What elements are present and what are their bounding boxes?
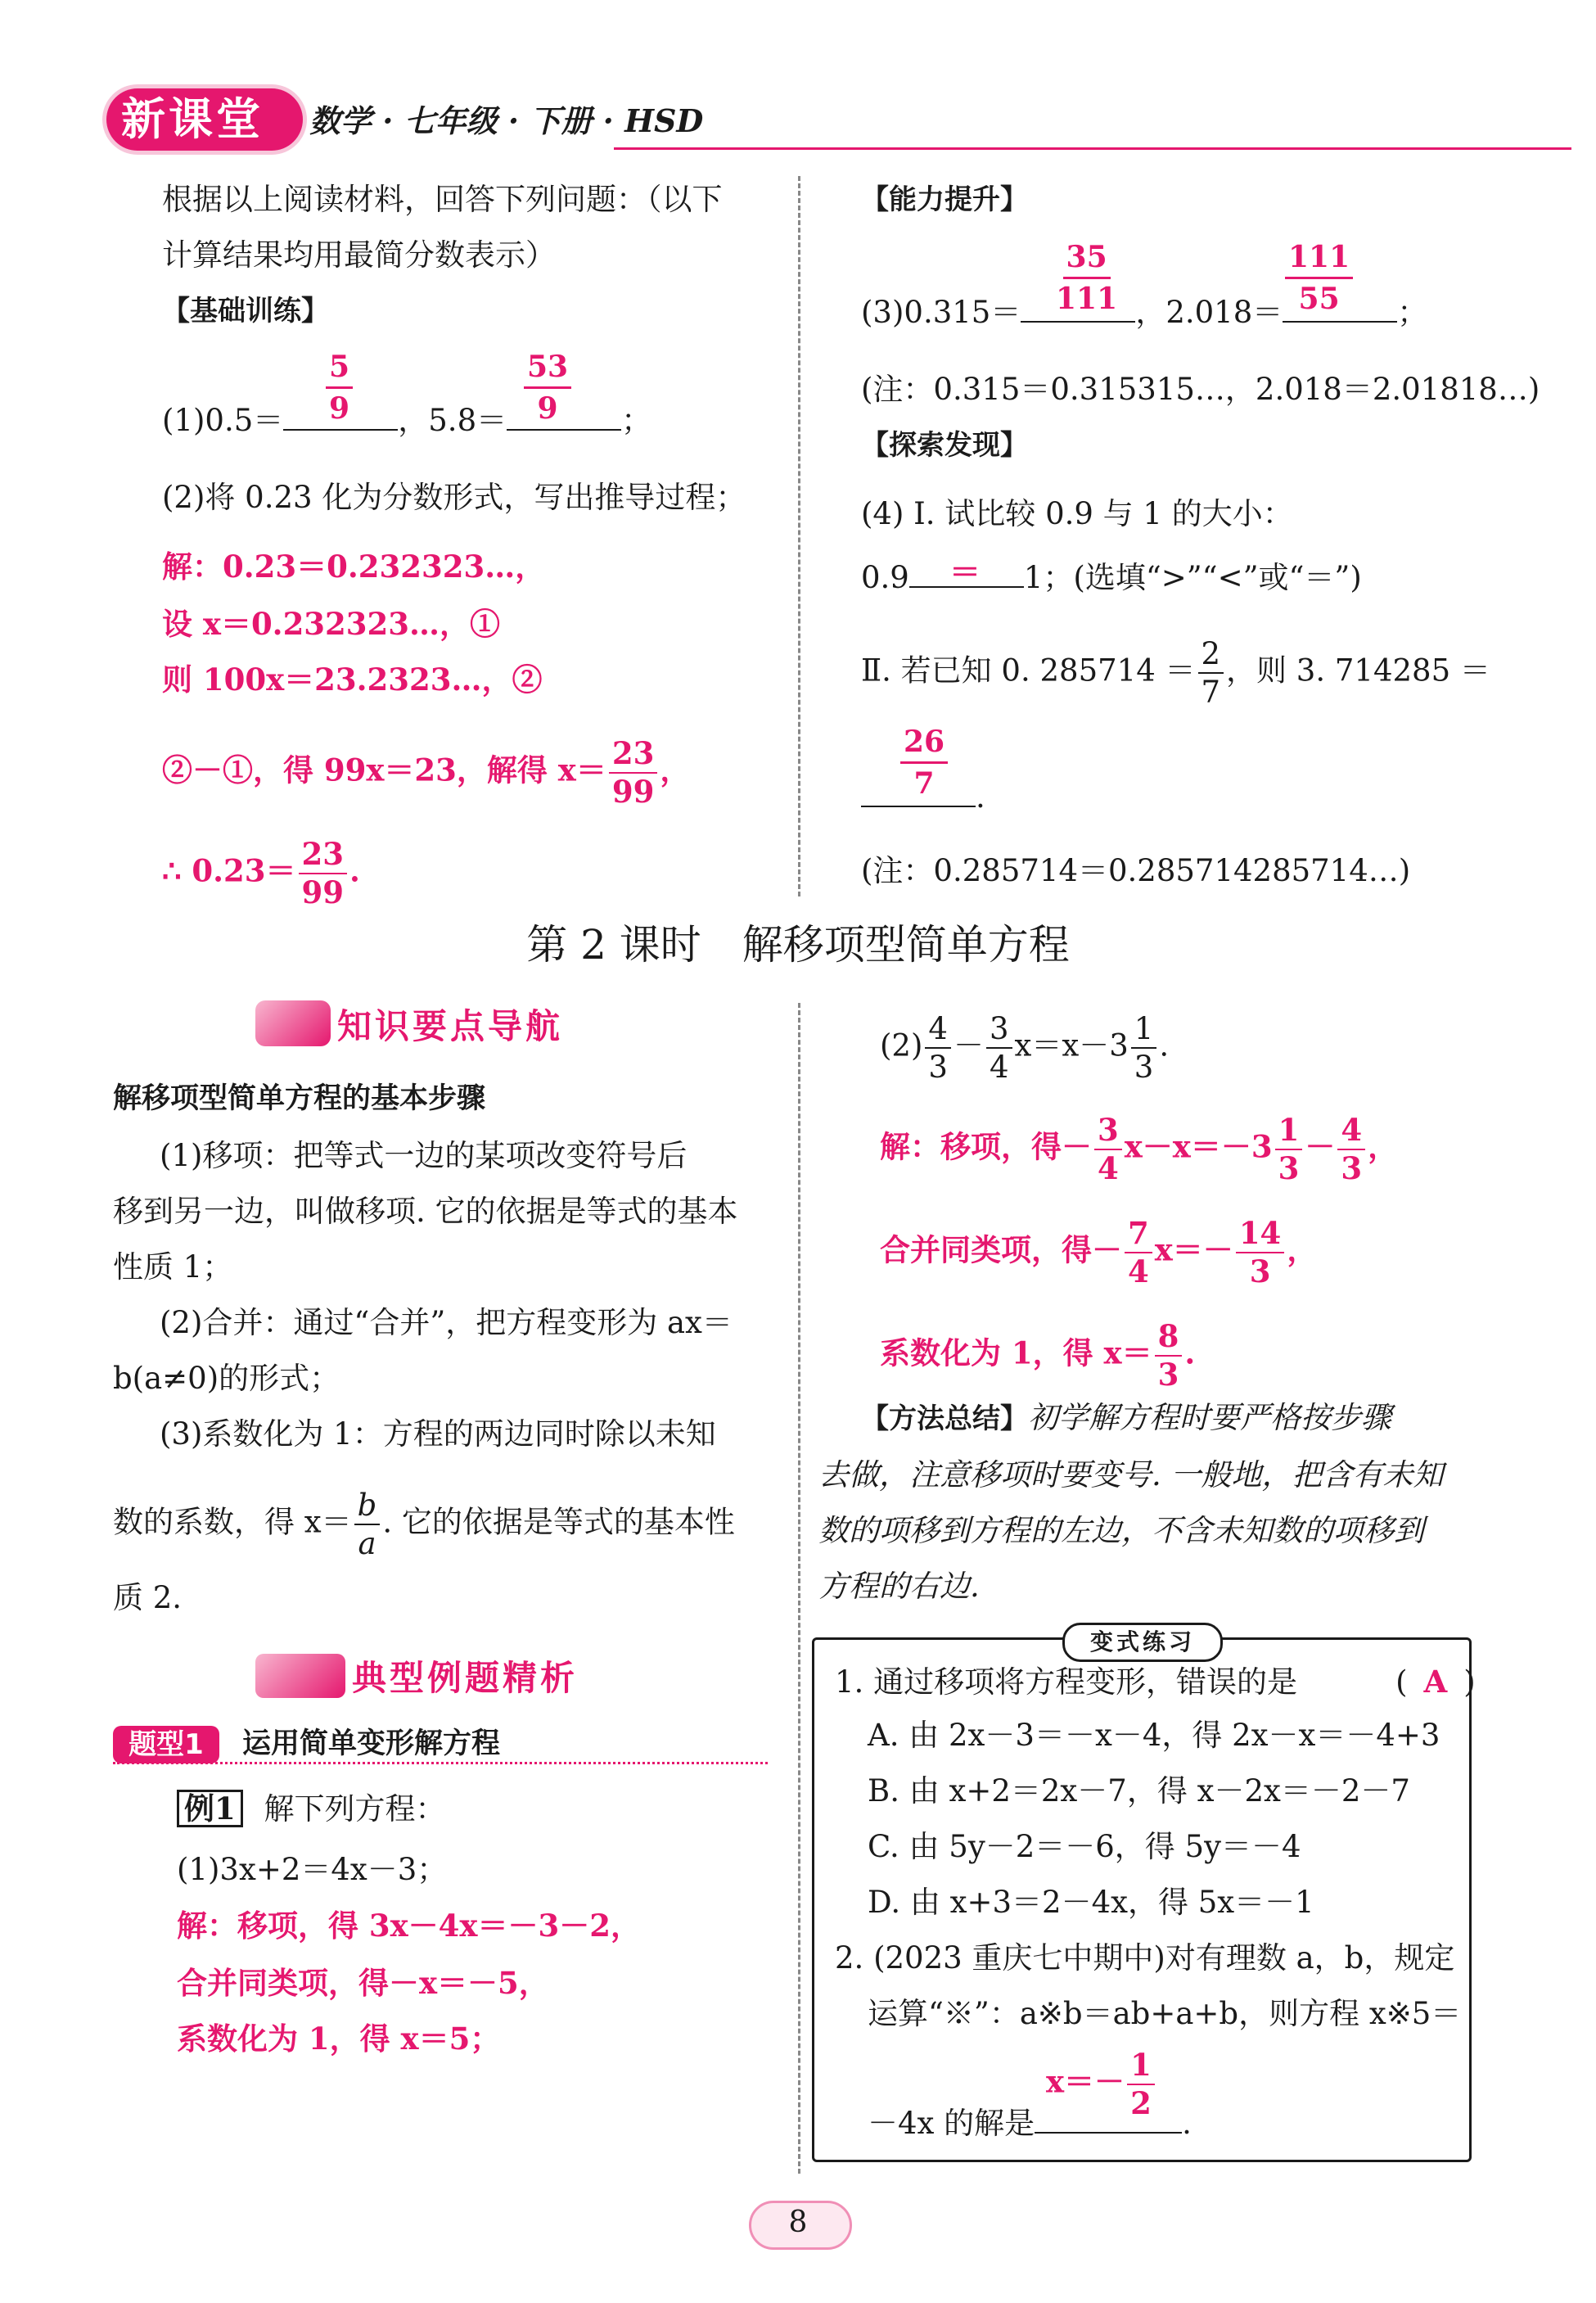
solution-line-1: 解：0.23＝0.232323…， [162,549,546,585]
answer-3b: 111 55 [1285,242,1353,314]
example-2-solution-3: 系数化为 1，得 x＝ $\frac{8}{3}$ . [880,1318,1196,1393]
type-title-rule [113,1762,768,1764]
solution-line-3: 则 100x＝23.2323…，② [162,662,543,698]
explore-heading: 【探索发现】 [861,429,1028,462]
question-1: (1)0.5＝ ，5.8＝ ； [162,403,652,438]
practice-1-option-d: D. 由 x+3＝2－4x，得 5x＝－1 [868,1885,1314,1920]
header-logo: 新课堂 [121,93,264,145]
example-1-equation: (1)3x+2＝4x－3； [177,1852,448,1887]
examples-icon [255,1654,345,1698]
step-1-line-1: (1)移项：把等式一边的某项改变符号后 [160,1138,688,1173]
basic-training-heading: 【基础训练】 [162,295,329,327]
column-divider-bottom [798,1003,800,2174]
question-4-ii: Ⅱ. 若已知 0. 285714 ＝ $\frac{2}{7}$ ，则 3. 714285 ＝ [861,636,1490,710]
example-1-solution-2: 合并同类项，得－x＝－5， [177,1965,549,2001]
steps-title: 解移项型简单方程的基本步骤 [113,1082,486,1115]
method-summary-3: 数的项移到方程的左边，不含未知数的项移到 [818,1513,1424,1548]
question-4: (4) Ⅰ. 试比较 0.9 与 1 的大小： [861,496,1293,531]
answer-4ii: 26 7 [900,727,948,798]
question-3: (3)0.315＝ ，2.018＝ ； [861,295,1428,330]
header-subtitle: 数学 · 七年级 · 下册 · HSD [309,102,704,139]
example-2-solution-1: 解：移项，得－ $\frac{3}{4}$ x－x＝－3 $\frac{1}{3}$ － $\frac{4}{3}$ ， [880,1112,1399,1186]
practice-1-option-c: C. 由 5y－2＝－6，得 5y＝－4 [868,1829,1301,1864]
practice-1-option-a: A. 由 2x－3＝－x－4，得 2x－x＝－4+3 [868,1718,1440,1753]
method-summary-1: 【方法总结】初学解方程时要严格按步骤 [861,1400,1391,1435]
practice-1: 1. 通过移项将方程变形，错误的是 ( A ) [835,1664,1476,1700]
note-1: (注：0.315＝0.315315…，2.018＝2.01818…) [861,372,1540,407]
practice-2-line-3: －4x 的解是 . [868,2106,1192,2141]
practice-2-line-1: 2. (2023 重庆七中期中)对有理数 a，b，规定 [835,1940,1455,1976]
practice-2-answer: x＝－ $\frac{1}{2}$ [1046,2050,1157,2119]
example-2-equation: (2) $\frac{4}{3}$ － $\frac{3}{4}$ x＝x－3 $\frac{1}{3}$ . [880,1011,1170,1085]
step-3-line-3: 质 2. [113,1580,183,1615]
practice-1-answer: A [1423,1664,1448,1700]
answer-4: ＝ [949,553,981,590]
method-summary-4: 方程的右边. [818,1569,980,1604]
solution-line-5: ∴ 0.23＝ $\frac{23}{99}$ . [162,836,360,910]
solution-line-4: ②－①，得 99x＝23，解得 x＝ $\frac{23}{99}$ ， [162,735,691,810]
page-number: 8 [788,2206,808,2239]
step-3-fraction: $\frac{b}{a}$ [354,1490,381,1559]
solution-fraction-1: $\frac{23}{99}$ [609,738,658,807]
intro-line-1: 根据以上阅读材料，回答下列问题：（以下 [162,182,723,217]
step-3-line-1: (3)系数化为 1：方程的两边同时除以未知 [160,1416,716,1452]
answer-1a: 5 9 [326,352,353,423]
practice-1-option-b: B. 由 x+2＝2x－7，得 x－2x＝－2－7 [868,1773,1410,1809]
solution-fraction-2: $\frac{23}{99}$ [299,839,348,908]
question-4-fraction: $\frac{2}{7}$ [1198,639,1224,707]
example-2-solution-2: 合并同类项，得－ $\frac{7}{4}$ x＝－ $\frac{14}{3}$ ， [880,1215,1318,1289]
example-1: 例1 解下列方程： [177,1790,446,1829]
column-divider-top [798,176,800,896]
answer-3a: 35 111 [1056,240,1118,316]
question-4-ii-blank: . [861,778,985,817]
type-title: 运用简单变形解方程 [242,1727,501,1760]
question-2: (2)将 0.23 化为分数形式，写出推导过程； [162,480,746,515]
step-2-line-2: b(a≠0)的形式； [113,1361,340,1396]
step-3-line-2: 数的系数，得 x＝ $\frac{b}{a}$ . 它的依据是等式的基本性 [113,1488,735,1561]
examples-heading: 典型例题精析 [352,1658,579,1698]
lesson-title: 第 2 课时 解移项型简单方程 [526,921,1070,969]
example-badge: 例1 [177,1790,243,1827]
step-1-line-3: 性质 1； [113,1249,233,1285]
type-badge: 题型1 [113,1726,219,1763]
intro-line-2: 计算结果均用最简分数表示） [162,237,556,273]
question-4-compare: 0.9 1；(选填“>”“<”或“＝”) [861,560,1362,595]
header [106,88,1473,154]
solution-line-2: 设 x＝0.232323…，① [162,606,501,642]
header-rule [614,147,1571,150]
practice-title: 变式练习 [1062,1623,1223,1662]
method-heading: 【方法总结】 [861,1402,1028,1435]
answer-1b: 53 9 [524,352,571,423]
method-summary-2: 去做，注意移项时要变号. 一般地，把含有未知 [818,1457,1444,1492]
step-1-line-2: 移到另一边，叫做移项. 它的依据是等式的基本 [113,1194,738,1229]
knowledge-icon [255,1000,331,1046]
ability-heading: 【能力提升】 [861,183,1028,216]
example-1-solution-1: 解：移项，得 3x－4x＝－3－2， [177,1908,641,1944]
practice-2-line-2: 运算“※”：a※b＝ab+a+b，则方程 x※5＝ [868,1996,1462,2031]
step-2-line-1: (2)合并：通过“合并”，把方程变形为 ax＝ [160,1305,733,1340]
note-2: (注：0.285714＝0.285714285714…) [861,853,1411,888]
example-1-solution-3: 系数化为 1，得 x＝5； [177,2021,501,2057]
knowledge-heading: 知识要点导航 [337,1006,564,1046]
